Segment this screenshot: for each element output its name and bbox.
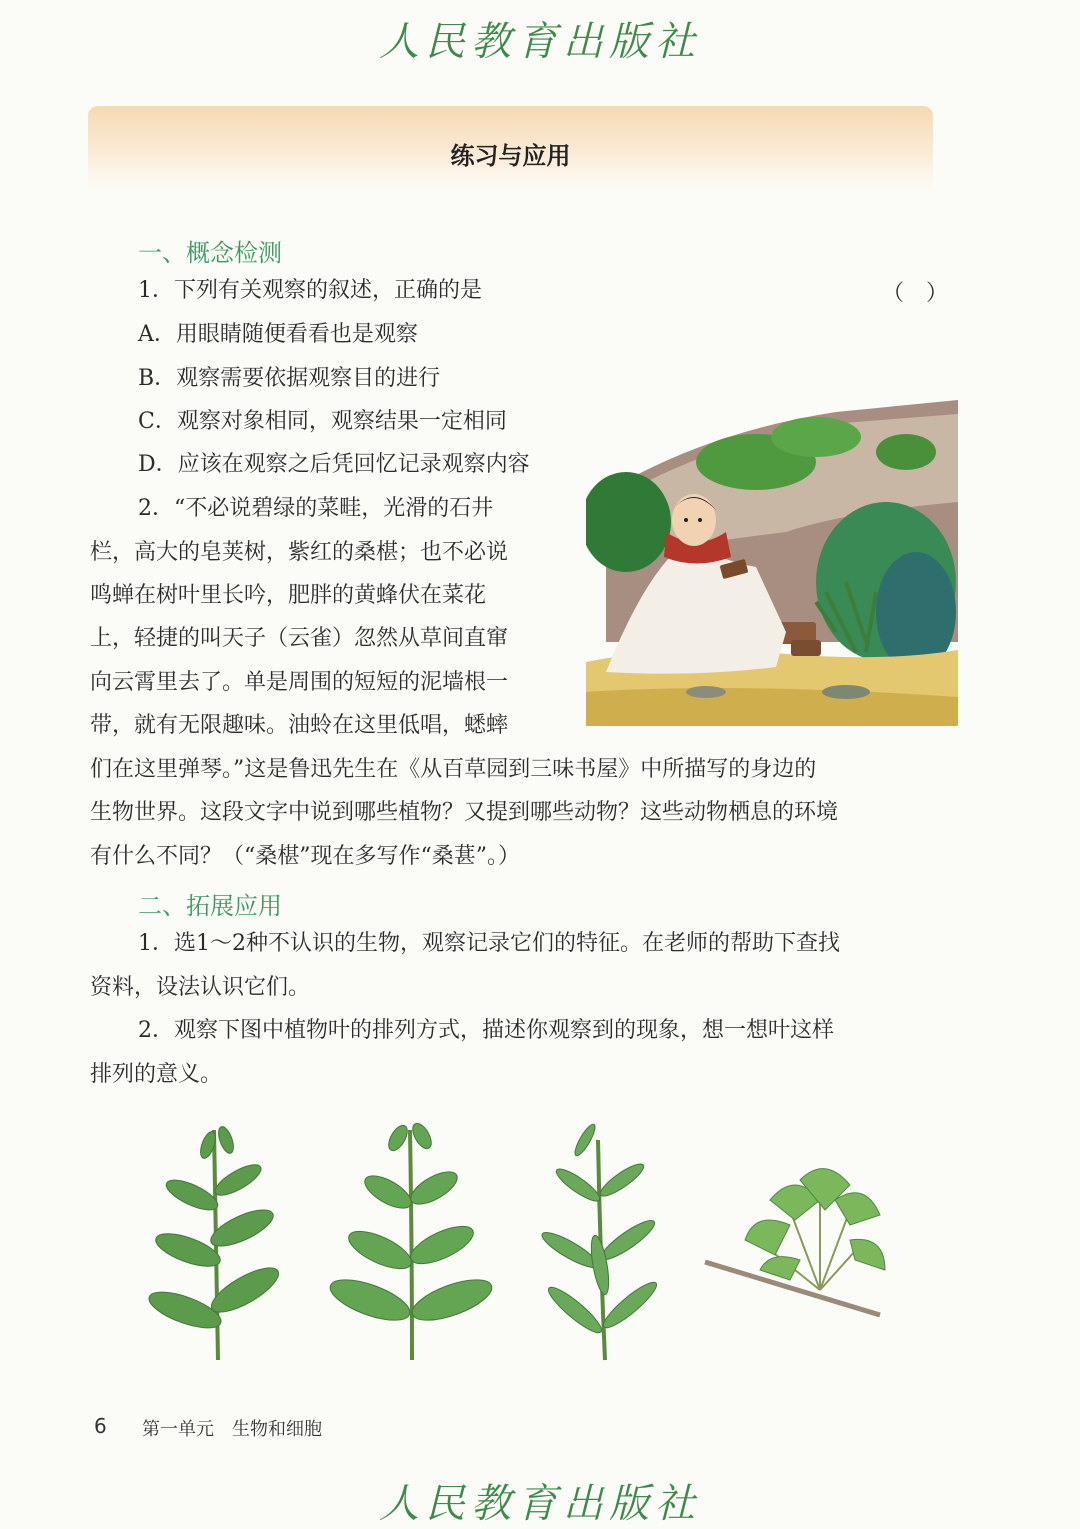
- extension-q2-line: 2．观察下图中植物叶的排列方式，描述你观察到的现象，想一想叶这样: [138, 1018, 834, 1043]
- plant-alternate-leaves: [145, 1125, 285, 1360]
- section-heading-extended-application: 二、拓展应用: [138, 892, 282, 920]
- section-banner: [88, 106, 933, 194]
- plant-clustered-leaves: [705, 1169, 885, 1315]
- question-2-line: 有什么不同？（“桑椹”现在多写作“桑葚”。）: [90, 844, 520, 869]
- option-c: C．观察对象相同，观察结果一定相同: [138, 409, 507, 434]
- question-2-line: 栏，高大的皂荚树，紫红的桑椹；也不必说: [90, 540, 509, 565]
- banner-title: 练习与应用: [450, 142, 571, 170]
- question-2-line: 带，就有无限趣味。油蛉在这里低唱，蟋蟀: [90, 713, 509, 738]
- question-1-stem: 1．下列有关观察的叙述，正确的是: [138, 278, 482, 303]
- unit-title: [142, 1415, 322, 1441]
- extension-q1-line: 1．选1～2种不认识的生物，观察记录它们的特征。在老师的帮助下查找: [138, 931, 840, 956]
- question-2-line: 向云霄里去了。单是周围的短短的泥墙根一: [90, 670, 509, 695]
- leaf-arrangement-illustrations: [130, 1110, 920, 1380]
- publisher-watermark-top: 人民教育出版社: [379, 19, 701, 65]
- extension-q2-line: 排列的意义。: [90, 1062, 223, 1087]
- question-2-line: 们在这里弹琴。”这是鲁迅先生在《从百草园到三味书屋》中所描写的身边的: [90, 757, 817, 782]
- question-2-line: 2．“不必说碧绿的菜畦，光滑的石井: [138, 496, 494, 521]
- plant-whorled-leaves: [538, 1122, 661, 1360]
- page-number: 6: [94, 1414, 107, 1438]
- unit-label: 第一单元: [142, 1419, 214, 1440]
- option-d: D．应该在观察之后凭回忆记录观察内容: [138, 452, 530, 477]
- garden-observation-illustration: [586, 392, 958, 726]
- publisher-watermark-bottom: 人民教育出版社: [379, 1481, 701, 1527]
- option-b: B．观察需要依据观察目的进行: [138, 366, 441, 391]
- question-2-line: 上，轻捷的叫天子（云雀）忽然从草间直窜: [90, 626, 509, 651]
- question-2-line: 鸣蝉在树叶里长吟，肥胖的黄蜂伏在菜花: [90, 583, 487, 608]
- option-a: A．用眼睛随便看看也是观察: [138, 322, 418, 347]
- unit-name: 生物和细胞: [232, 1419, 322, 1440]
- section-heading-concept-check: 一、概念检测: [138, 239, 282, 267]
- plant-opposite-leaves: [325, 1120, 496, 1360]
- question-2-line: 生物世界。这段文字中说到哪些植物？又提到哪些动物？这些动物栖息的环境: [90, 800, 839, 825]
- extension-q1-line: 资料，设法认识它们。: [90, 975, 311, 1000]
- answer-bracket: （ ）: [882, 281, 949, 306]
